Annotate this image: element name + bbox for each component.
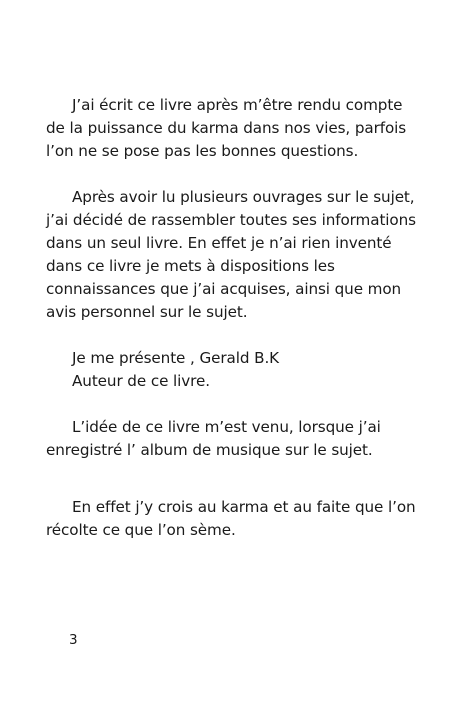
paragraph-spacer (46, 462, 416, 496)
paragraph-spacer (46, 324, 416, 347)
paragraph-intro (46, 94, 416, 163)
text-line: L’idée de ce livre m’est venu, lorsque j’ai (72, 418, 381, 436)
paragraph-spacer (46, 163, 416, 186)
paragraph-spacer (46, 393, 416, 416)
text-line: Après avoir lu plusieurs ouvrages sur le sujet, (72, 188, 415, 206)
text-line: j’ai décidé de rassembler toutes ses informations (46, 211, 416, 229)
page-body (46, 94, 416, 542)
text-line: récolte ce que l’on sème. (46, 521, 236, 539)
text-line: avis personnel sur le sujet. (46, 303, 248, 321)
paragraph-author (46, 347, 416, 393)
page-number: 3 (69, 632, 78, 648)
text-line: dans un seul livre. En effet je n’ai rien inventé (46, 234, 392, 252)
text-line: Auteur de ce livre. (72, 372, 210, 390)
text-line: de la puissance du karma dans nos vies, parfois (46, 119, 407, 137)
text-line: J’ai écrit ce livre après m’être rendu compte (72, 96, 403, 114)
text-line: connaissances que j’ai acquises, ainsi que mon (46, 280, 402, 298)
text-line: enregistré l’ album de musique sur le sujet. (46, 441, 373, 459)
text-line: En effet j’y crois au karma et au faite que l’on (72, 498, 416, 516)
paragraph-origin (46, 416, 416, 462)
text-line: dans ce livre je mets à dispositions les (46, 257, 335, 275)
paragraph-sources (46, 186, 416, 324)
text-line: l’on ne se pose pas les bonnes questions. (46, 142, 359, 160)
paragraph-belief (46, 496, 416, 542)
text-line: Je me présente , Gerald B.K (72, 349, 280, 367)
